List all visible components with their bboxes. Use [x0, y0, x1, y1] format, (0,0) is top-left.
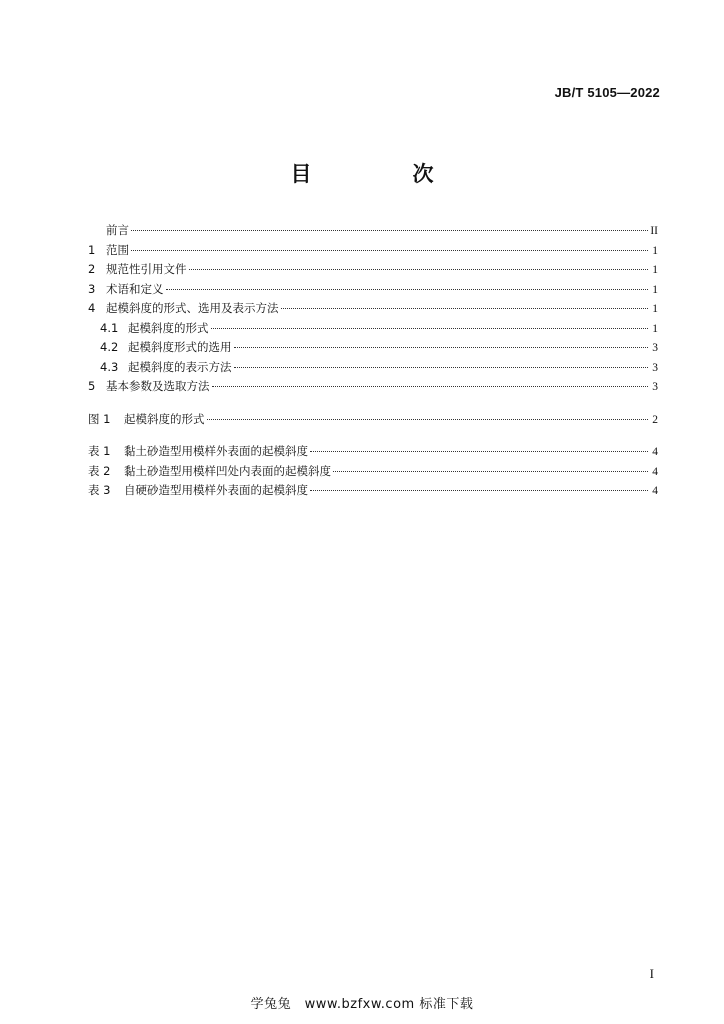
dot-leader: [211, 327, 649, 329]
toc-entry-label: 前言: [106, 223, 129, 237]
toc-entry-number: 3: [88, 281, 96, 296]
toc-entry-number: 4: [88, 301, 96, 315]
toc-entry-number: 1: [88, 242, 96, 257]
dot-leader: [234, 366, 649, 368]
dot-leader: [234, 346, 649, 348]
toc-entry-section-5[interactable]: [88, 378, 658, 398]
toc-entry-page: 3: [652, 342, 658, 354]
toc-entry-foreword[interactable]: [88, 222, 658, 242]
toc-entry-page: II: [650, 225, 658, 237]
toc-entry-page: 1: [652, 303, 658, 315]
toc-entry-label: 黏土砂造型用模样凹处内表面的起模斜度: [124, 463, 331, 478]
toc-entry-page: 3: [652, 361, 658, 374]
dot-leader: [281, 307, 649, 309]
dot-leader: [131, 229, 648, 231]
toc-entry-number: 图 1: [88, 411, 111, 426]
toc-entry-label: 起模斜度的形式、选用及表示方法: [106, 301, 279, 315]
dot-leader: [207, 418, 649, 420]
toc-entry-section-4-1[interactable]: [88, 320, 658, 340]
toc-entry-page: 1: [652, 322, 658, 335]
page-number: I: [649, 966, 654, 981]
toc-entry-number: 4.3: [100, 359, 119, 374]
toc-entry-label: 自硬砂造型用模样外表面的起模斜度: [124, 483, 308, 497]
toc-entry-label: 起模斜度的形式: [124, 411, 205, 426]
toc-entry-number: 表 2: [88, 463, 111, 478]
toc-entry-page: 4: [652, 485, 658, 497]
toc-entry-label: 起模斜度的形式: [128, 320, 209, 335]
toc-entry-page: 1: [652, 244, 658, 257]
dot-leader: [212, 385, 649, 387]
toc-entry-section-4-2[interactable]: [88, 339, 658, 359]
toc-title: 目 次: [290, 162, 474, 186]
dot-leader: [189, 268, 649, 270]
footer-watermark: 学兔兔 www.bzfxw.com 标准下载: [250, 997, 474, 1012]
toc-figure-1[interactable]: [88, 411, 658, 431]
toc-table-1[interactable]: [88, 443, 658, 463]
toc-entry-label: 范围: [106, 242, 129, 257]
toc-entry-normative-references[interactable]: [88, 261, 658, 281]
toc-entry-section-4-3[interactable]: [88, 359, 658, 379]
dot-leader: [131, 249, 648, 251]
toc-entry-label: 黏土砂造型用模样外表面的起模斜度: [124, 444, 308, 458]
standard-code: JB/T 5105—2022: [554, 85, 660, 100]
toc-entry-page: 1: [652, 264, 658, 276]
toc-entry-label: 术语和定义: [106, 281, 164, 296]
toc-entry-section-4[interactable]: [88, 300, 658, 320]
toc-entry-number: 4.1: [100, 320, 119, 335]
toc-entry-terms-definitions[interactable]: [88, 281, 658, 301]
toc-entry-number: 表 1: [88, 444, 111, 458]
dot-leader: [166, 288, 649, 290]
toc-entry-page: 2: [652, 413, 658, 426]
table-of-contents: [88, 222, 658, 502]
dot-leader: [310, 489, 648, 491]
toc-entry-number: 表 3: [88, 483, 111, 497]
toc-table-3[interactable]: [88, 482, 658, 502]
toc-entry-scope[interactable]: [88, 242, 658, 262]
toc-entry-number: 5: [88, 379, 96, 393]
toc-entry-label: 基本参数及选取方法: [106, 379, 210, 393]
toc-entry-label: 规范性引用文件: [106, 262, 187, 276]
toc-entry-page: 3: [652, 381, 658, 393]
toc-entry-page: 4: [652, 446, 658, 458]
dot-leader: [333, 470, 648, 472]
toc-table-2[interactable]: [88, 463, 658, 483]
toc-entry-number: 4.2: [100, 340, 119, 354]
toc-entry-number: 2: [88, 262, 96, 276]
dot-leader: [310, 450, 648, 452]
toc-entry-label: 起模斜度的表示方法: [128, 359, 232, 374]
toc-entry-label: 起模斜度形式的选用: [128, 340, 232, 354]
toc-entry-page: 1: [652, 283, 658, 296]
toc-entry-page: 4: [652, 465, 658, 478]
